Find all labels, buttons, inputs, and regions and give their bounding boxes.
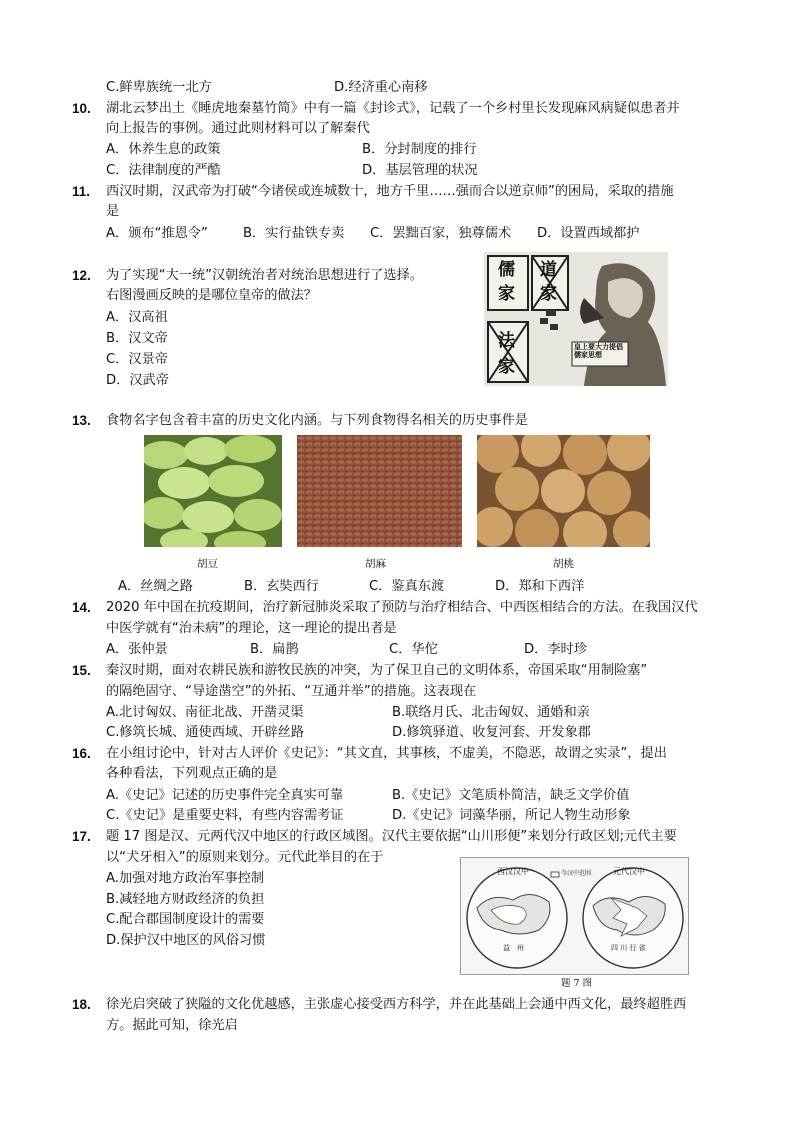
q11-option-a: A．颁布“推恩令” <box>106 226 208 241</box>
q11-option-c: C．罢黜百家，独尊儒术 <box>370 226 512 241</box>
q17-stem-line2: 以“犬牙相入”的原则来划分。元代此举目的在于 <box>106 850 384 865</box>
q16-stem-line1: 在小组讨论中，针对古人评价《史记》：“其文直，其事核，不虚美，不隐恶，故谓之实录”，提出 <box>106 746 667 761</box>
q13-flax-seed-image <box>297 435 462 547</box>
map-legend: 今汉中范围 <box>561 870 592 877</box>
q18-stem-line2: 方。据此可知，徐光启 <box>106 1018 238 1033</box>
q14-option-b: B．扁鹊 <box>250 642 299 657</box>
cartoon-label-fajia: 法家 <box>498 331 515 377</box>
q16-option-a: A.《史记》记述的历史事件完全真实可靠 <box>106 788 344 803</box>
q15-stem-line2: 的隔绝固守、“导途凿空”的外拓、“互通并举”的措施。这表现在 <box>106 684 477 699</box>
q13-number: 13. <box>72 413 91 428</box>
q16-option-d: D.《史记》词藻华丽，所记人物生动形象 <box>392 808 631 823</box>
q13-option-b: B．玄奘西行 <box>244 579 319 594</box>
q11-option-b: B．实行盐铁专卖 <box>243 226 345 241</box>
q10-option-b: B．分封制度的排行 <box>362 142 477 157</box>
q13-option-c: C．鉴真东渡 <box>369 579 445 594</box>
q11-number: 11. <box>72 184 91 199</box>
q13-broad-bean-image <box>144 435 282 547</box>
q12-option-b: B．汉文帝 <box>106 331 168 346</box>
q9-option-d: D.经济重心南移 <box>334 80 428 95</box>
q14-stem-line1: 2020 年中国在抗疫期间，治疗新冠肺炎采取了预防与治疗相结合、中西医相结合的方法。在我国汉代 <box>106 600 698 615</box>
q12-cartoon-image <box>484 252 668 386</box>
q17-map-figure <box>460 857 689 975</box>
q12-stem-line1: 为了实现“大一统”汉朝统治者对统治思想进行了选择。 <box>106 268 423 283</box>
q13-caption-huma: 胡麻 <box>365 558 386 570</box>
q10-option-d: D．基层管理的状况 <box>362 163 478 178</box>
q16-stem-line2: 各种看法，下列观点正确的是 <box>106 766 278 781</box>
q17-option-b: B.减轻地方财政经济的负担 <box>106 892 265 907</box>
q10-stem-line2: 向上报告的事例。通过此则材料可以了解秦代 <box>106 121 370 136</box>
q12-stem-line2: 右图漫画反映的是哪位皇帝的做法？ <box>106 288 317 303</box>
cartoon-speech-note: 皇上要大力提倡儒家思想 <box>574 342 623 359</box>
q12-option-a: A．汉高祖 <box>106 310 168 325</box>
q13-caption-hudou: 胡豆 <box>197 558 218 570</box>
q17-option-d: D.保护汉中地区的风俗习惯 <box>106 933 266 948</box>
q16-option-c: C.《史记》是重要史料，有些内容需考证 <box>106 808 344 823</box>
q17-option-a: A.加强对地方政治军事控制 <box>106 871 265 886</box>
q14-stem-line2: 中医学就有“治未病”的理论，这一理论的提出者是 <box>106 621 397 636</box>
q15-option-c: C.修筑长城、通使西域、开辟丝路 <box>106 725 305 740</box>
q10-option-a: A．休养生息的政策 <box>106 142 221 157</box>
q10-stem-line1: 湖北云梦出土《睡虎地秦墓竹简》中有一篇《封诊式》，记载了一个乡村里长发现麻风病疑似患者并 <box>106 101 680 116</box>
q14-option-d: D．李时珍 <box>524 642 587 657</box>
q14-number: 14. <box>72 600 91 615</box>
q11-stem-line2: 是 <box>106 204 120 219</box>
q10-option-c: C．法律制度的严酷 <box>106 163 221 178</box>
q13-stem-line1: 食物名字包含着丰富的历史文化内涵。与下列食物得名相关的历史事件是 <box>106 413 528 428</box>
q12-number: 12. <box>72 268 91 283</box>
q12-option-d: D．汉武帝 <box>106 373 169 388</box>
q9-option-c: C.鲜卑族统一北方 <box>106 80 212 95</box>
q15-stem-line1: 秦汉时期，面对农耕民族和游牧民族的冲突，为了保卫自己的文明体系，帝国采取“用制险塞” <box>106 663 648 678</box>
q15-option-b: B.联络月氏、北击匈奴、通婚和亲 <box>392 705 590 720</box>
q13-walnut-image <box>477 435 650 547</box>
q17-stem-line1: 题 17 图是汉、元两代汉中地区的行政区域图。汉代主要依据“山川形便”来划分行政区划;元代主要 <box>106 829 677 844</box>
q13-caption-hutao: 胡桃 <box>553 558 574 570</box>
cartoon-label-rujia: 儒家 <box>498 260 515 304</box>
q14-option-c: C．华佗 <box>389 642 438 657</box>
q17-map-caption: 题 7 图 <box>561 978 593 989</box>
q18-number: 18. <box>72 997 91 1012</box>
q11-option-d: D．设置西域都护 <box>537 226 640 241</box>
map-right-title: 元代汉中 <box>613 867 645 876</box>
q15-number: 15. <box>72 663 91 678</box>
cartoon-label-daojia: 道家 <box>540 260 557 304</box>
q14-option-a: A．张仲景 <box>106 642 168 657</box>
q16-option-b: B.《史记》文笔质朴简洁，缺乏文学价值 <box>392 788 630 803</box>
q16-number: 16. <box>72 746 91 761</box>
q11-stem-line1: 西汉时期，汉武帝为打破“今诸侯或连城数十，地方千里……强而合以逆京师”的困局，采取的措施 <box>106 184 674 199</box>
q12-option-c: C．汉景帝 <box>106 352 168 367</box>
map-left-title: 西汉汉中 <box>497 867 529 876</box>
q13-option-a: A．丝绸之路 <box>118 579 193 594</box>
map-right-region-label: 四 川 行 省 <box>611 944 646 952</box>
q17-number: 17. <box>72 829 91 844</box>
q15-option-a: A.北讨匈奴、南征北战、开凿灵渠 <box>106 705 304 720</box>
q13-option-d: D．郑和下西洋 <box>495 579 585 594</box>
q15-option-d: D.修筑驿道、收复河套、开发象郡 <box>392 725 591 740</box>
map-left-region-label: 益 州 <box>503 944 524 952</box>
q10-number: 10. <box>72 101 91 116</box>
q18-stem-line1: 徐光启突破了狭隘的文化优越感，主张虚心接受西方科学，并在此基础上会通中西文化，最终超胜西 <box>106 997 687 1012</box>
q17-option-c: C.配合郡国制度设计的需要 <box>106 912 265 927</box>
